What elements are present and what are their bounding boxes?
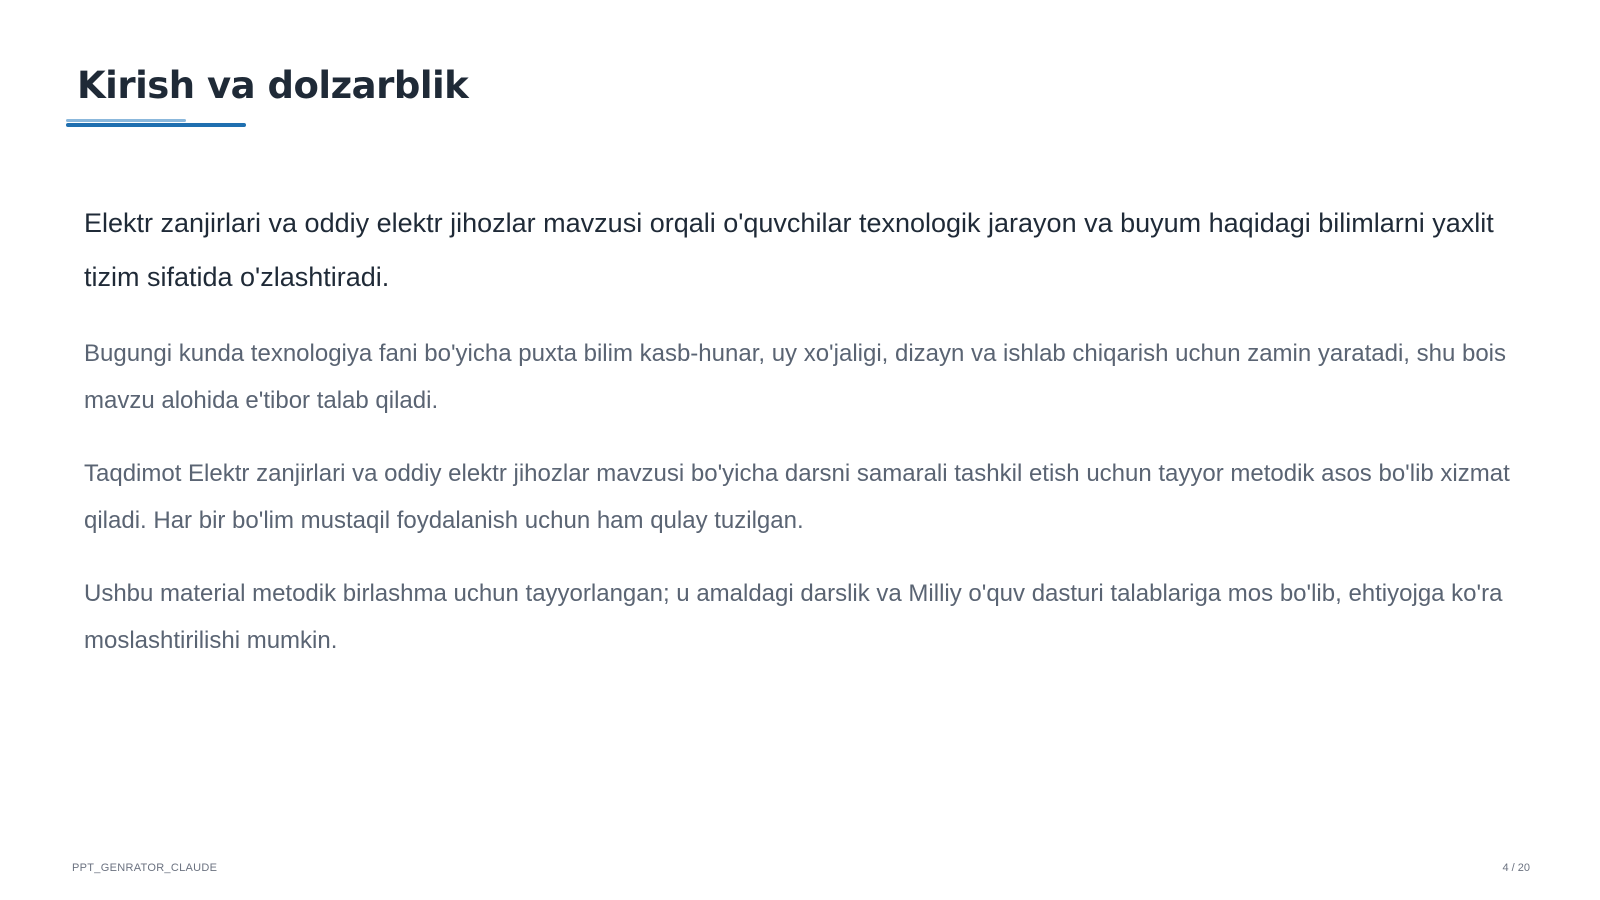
page-number: 4 / 20	[1502, 862, 1530, 874]
title-underline	[66, 123, 246, 127]
footer-source: PPT_GENRATOR_CLAUDE	[72, 862, 218, 874]
title-underline-accent	[66, 119, 186, 122]
body-paragraph-3: Ushbu material metodik birlashma uchun tayyorlangan; u amaldagi darslik va Milliy o'quv dasturi talablariga mos bo'lib, ehtiyojga ko'ra moslashtirilishi mumkin.	[84, 580, 1503, 654]
body-paragraph-2: Taqdimot Elektr zanjirlari va oddiy elektr jihozlar mavzusi bo'yicha darsni samarali tashkil etish uchun tayyor metodik asos bo'lib xizmat qiladi. Har bir bo'lim mustaqil foydalanish uchun ham qulay tuzilgan.	[84, 460, 1510, 534]
lead-paragraph: Elektr zanjirlari va oddiy elektr jihozlar mavzusi orqali o'quvchilar texnologik jarayon va buyum haqidagi bilimlarni yaxlit tizim sifatida o'zlashtiradi.	[84, 208, 1494, 292]
slide-title: Kirish va dolzarblik	[77, 64, 469, 107]
body-paragraph-1: Bugungi kunda texnologiya fani bo'yicha puxta bilim kasb-hunar, uy xo'jaligi, dizayn va ishlab chiqarish uchun zamin yaratadi, shu bois mavzu alohida e'tibor talab qiladi.	[84, 340, 1506, 414]
